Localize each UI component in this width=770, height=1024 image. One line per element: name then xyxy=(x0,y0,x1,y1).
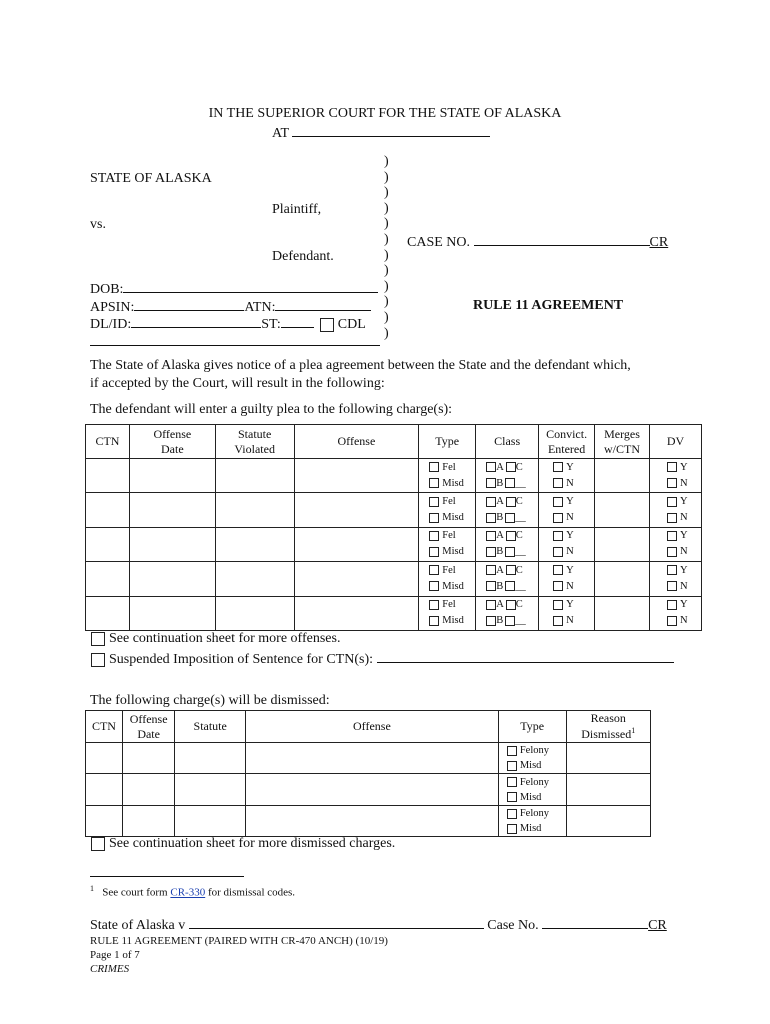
header-text: Reason xyxy=(590,711,626,725)
form-id: RULE 11 AGREEMENT (PAIRED WITH CR-470 ANCH) (10/19) xyxy=(90,935,388,947)
statute-cell[interactable] xyxy=(215,493,294,527)
misd-label: Misd xyxy=(442,512,464,524)
felony-checkbox[interactable] xyxy=(507,809,517,819)
class-a-checkbox[interactable] xyxy=(486,600,496,610)
fel-checkbox[interactable] xyxy=(429,462,439,472)
table-row xyxy=(86,459,702,493)
header-text: Offense xyxy=(153,426,192,441)
paren: ) xyxy=(384,294,389,310)
class-a-label: A xyxy=(496,461,504,473)
no-label: N xyxy=(679,477,688,489)
dlid-label: DL/ID: xyxy=(90,317,132,332)
yes-label: Y xyxy=(679,530,688,542)
paren: ) xyxy=(384,216,389,232)
class-a-label: A xyxy=(496,564,504,576)
offense-date-cell[interactable] xyxy=(129,596,215,630)
page-number: Page 1 of 7 xyxy=(90,949,140,961)
misd-checkbox[interactable] xyxy=(429,616,439,626)
offense-cell[interactable] xyxy=(246,774,499,805)
fel-checkbox[interactable] xyxy=(429,600,439,610)
sis-row xyxy=(91,650,674,668)
no-label: N xyxy=(679,512,688,524)
class-cell xyxy=(476,493,539,527)
table-row xyxy=(86,774,651,805)
dob-label: DOB: xyxy=(90,282,124,297)
paren: ) xyxy=(384,263,389,279)
yes-label: Y xyxy=(566,530,574,542)
offense-cell[interactable] xyxy=(294,527,419,561)
convict-cell xyxy=(539,493,595,527)
footnote-divider xyxy=(90,876,244,877)
offense-date-cell[interactable] xyxy=(122,805,174,836)
statute-cell[interactable] xyxy=(175,805,246,836)
col-dv: DV xyxy=(649,425,701,459)
class-b-checkbox[interactable] xyxy=(486,547,496,557)
no-label: N xyxy=(566,512,574,524)
class-b-checkbox[interactable] xyxy=(486,513,496,523)
court-location-field[interactable] xyxy=(292,124,490,137)
ctn-cell[interactable] xyxy=(86,459,130,493)
convict-cell xyxy=(539,459,595,493)
ctn-cell[interactable] xyxy=(86,805,123,836)
misd-checkbox[interactable] xyxy=(507,792,517,802)
paren: ) xyxy=(384,325,389,341)
table-row xyxy=(86,743,651,774)
class-c-checkbox[interactable] xyxy=(506,600,516,610)
table-row xyxy=(86,562,702,596)
dlid-field[interactable] xyxy=(131,315,261,328)
convict-cell xyxy=(539,596,595,630)
class-c-label: C xyxy=(515,564,523,576)
class-b-label: B xyxy=(496,615,504,627)
offense-cell[interactable] xyxy=(246,805,499,836)
type-cell xyxy=(498,743,566,774)
misd-label: Misd xyxy=(519,822,542,834)
type-cell xyxy=(498,774,566,805)
st-label: ST: xyxy=(261,317,281,332)
fel-label: Fel xyxy=(442,530,456,542)
type-cell xyxy=(498,805,566,836)
fel-checkbox[interactable] xyxy=(429,565,439,575)
dlid-row xyxy=(90,315,366,333)
caption-parens xyxy=(384,154,389,341)
class-c-checkbox[interactable] xyxy=(506,497,516,507)
offense-date-cell[interactable] xyxy=(129,527,215,561)
dismiss-charges-table xyxy=(85,710,651,837)
class-cell xyxy=(476,596,539,630)
yes-label: Y xyxy=(679,564,688,576)
class-a-label: A xyxy=(496,530,504,542)
dv-no-checkbox[interactable] xyxy=(667,547,677,557)
class-a-checkbox[interactable] xyxy=(486,565,496,575)
header-text: Merges xyxy=(604,426,640,441)
merges-cell[interactable] xyxy=(595,527,650,561)
plaintiff-name: STATE OF ALASKA xyxy=(90,171,212,186)
col-ctn: CTN xyxy=(86,711,123,743)
class-c-label: C xyxy=(515,599,523,611)
class-b-checkbox[interactable] xyxy=(486,581,496,591)
col-statute: Statute xyxy=(175,711,246,743)
col-offense-date xyxy=(122,711,174,743)
header-text: Offense xyxy=(129,711,168,726)
paren: ) xyxy=(384,278,389,294)
dv-yes-checkbox[interactable] xyxy=(667,462,677,472)
offense-cell[interactable] xyxy=(294,562,419,596)
yes-label: Y xyxy=(679,461,688,473)
dv-cell xyxy=(649,562,701,596)
dv-yes-checkbox[interactable] xyxy=(667,497,677,507)
offense-cell[interactable] xyxy=(294,493,419,527)
fel-label: Fel xyxy=(442,496,456,508)
cdl-checkbox[interactable] xyxy=(320,318,334,332)
yes-label: Y xyxy=(566,564,574,576)
statute-cell[interactable] xyxy=(215,562,294,596)
misd-checkbox[interactable] xyxy=(507,824,517,834)
col-offense-date xyxy=(129,425,215,459)
misd-label: Misd xyxy=(442,546,464,558)
col-offense: Offense xyxy=(294,425,419,459)
type-cell xyxy=(419,596,476,630)
class-b-label: B xyxy=(496,477,504,489)
fel-label: Fel xyxy=(442,599,456,611)
dv-cell xyxy=(649,527,701,561)
col-reason xyxy=(566,711,650,743)
document-title: RULE 11 AGREEMENT xyxy=(473,298,624,313)
paren: ) xyxy=(384,185,389,201)
footnote-text: for dismissal codes. xyxy=(207,886,296,899)
header-text: Violated xyxy=(234,441,275,456)
footer-cr: CR xyxy=(648,918,667,933)
footer-case-no-field[interactable] xyxy=(542,916,648,929)
dv-cell xyxy=(649,596,701,630)
paren: ) xyxy=(384,169,389,185)
merges-cell[interactable] xyxy=(595,596,650,630)
offense-cell[interactable] xyxy=(294,459,419,493)
continuation-offenses-label: See continuation sheet for more offenses. xyxy=(109,631,341,646)
dv-no-checkbox[interactable] xyxy=(667,616,677,626)
sis-checkbox[interactable] xyxy=(91,653,105,667)
merges-cell[interactable] xyxy=(595,562,650,596)
header-text: Date xyxy=(137,726,160,741)
class-other-checkbox[interactable] xyxy=(505,513,515,523)
misd-label: Misd xyxy=(519,791,542,803)
class-other-label: __ xyxy=(515,615,526,627)
ctn-cell[interactable] xyxy=(86,743,123,774)
plea-header-row xyxy=(86,425,702,459)
felony-label: Felony xyxy=(519,776,549,788)
statute-cell[interactable] xyxy=(215,596,294,630)
header-text: Dismissed xyxy=(581,727,632,741)
ctn-cell[interactable] xyxy=(86,493,130,527)
class-c-checkbox[interactable] xyxy=(506,462,516,472)
statute-cell[interactable] xyxy=(175,743,246,774)
yes-label: Y xyxy=(566,599,574,611)
footnote xyxy=(90,884,295,899)
convict-no-checkbox[interactable] xyxy=(553,547,563,557)
paren: ) xyxy=(384,154,389,169)
atn-field[interactable] xyxy=(275,298,371,311)
court-location-label: AT xyxy=(272,126,289,141)
dv-no-checkbox[interactable] xyxy=(667,478,677,488)
sis-ctn-field[interactable] xyxy=(377,650,674,663)
dv-yes-checkbox[interactable] xyxy=(667,531,677,541)
no-label: N xyxy=(679,580,688,592)
apsin-row xyxy=(90,298,371,316)
fel-checkbox[interactable] xyxy=(429,497,439,507)
type-cell xyxy=(419,459,476,493)
paren: ) xyxy=(384,200,389,216)
paren: ) xyxy=(384,231,389,247)
footer-state-v: State of Alaska v xyxy=(90,918,186,933)
misd-label: Misd xyxy=(442,580,464,592)
caption-bottom-line xyxy=(90,345,380,346)
class-c-label: C xyxy=(515,496,523,508)
continuation-dismissed xyxy=(91,836,395,852)
no-label: N xyxy=(679,615,688,627)
col-merges xyxy=(595,425,650,459)
sis-label: Suspended Imposition of Sentence for CTN(s): xyxy=(109,652,374,667)
col-type: Type xyxy=(498,711,566,743)
merges-cell[interactable] xyxy=(595,459,650,493)
dv-no-checkbox[interactable] xyxy=(667,513,677,523)
misd-checkbox[interactable] xyxy=(429,547,439,557)
statute-cell[interactable] xyxy=(215,527,294,561)
case-no-field[interactable] xyxy=(474,233,650,246)
col-offense: Offense xyxy=(246,711,499,743)
class-cell xyxy=(476,527,539,561)
defendant-label: Defendant. xyxy=(272,249,334,264)
convict-yes-checkbox[interactable] xyxy=(553,565,563,575)
col-convict xyxy=(539,425,595,459)
convict-yes-checkbox[interactable] xyxy=(553,531,563,541)
convict-cell xyxy=(539,527,595,561)
intro-line-2: if accepted by the Court, will result in the following: xyxy=(90,376,385,391)
felony-label: Felony xyxy=(519,745,549,757)
case-no-label: CASE NO. xyxy=(407,235,471,250)
fel-checkbox[interactable] xyxy=(429,531,439,541)
offense-date-cell[interactable] xyxy=(122,774,174,805)
col-statute xyxy=(215,425,294,459)
misd-checkbox[interactable] xyxy=(429,478,439,488)
offense-cell[interactable] xyxy=(246,743,499,774)
class-c-label: C xyxy=(515,530,523,542)
yes-label: Y xyxy=(679,496,688,508)
misd-label: Misd xyxy=(442,615,464,627)
reason-cell[interactable] xyxy=(566,805,650,836)
convict-yes-checkbox[interactable] xyxy=(553,497,563,507)
yes-label: Y xyxy=(679,599,688,611)
court-location xyxy=(272,124,490,142)
form-category: CRIMES xyxy=(90,963,130,975)
dismiss-header-row xyxy=(86,711,651,743)
convict-yes-checkbox[interactable] xyxy=(553,600,563,610)
no-label: N xyxy=(566,477,574,489)
dob-field[interactable] xyxy=(123,280,378,293)
merges-cell[interactable] xyxy=(595,493,650,527)
yes-label: Y xyxy=(566,496,574,508)
plaintiff-label: Plaintiff, xyxy=(272,202,322,217)
class-c-checkbox[interactable] xyxy=(506,565,516,575)
class-b-checkbox[interactable] xyxy=(486,616,496,626)
no-label: N xyxy=(679,546,688,558)
class-other-checkbox[interactable] xyxy=(505,547,515,557)
convict-yes-checkbox[interactable] xyxy=(553,462,563,472)
footnote-text: See court form xyxy=(102,886,168,899)
footnote-ref: 1 xyxy=(631,726,636,735)
no-label: N xyxy=(566,546,574,558)
type-cell xyxy=(419,562,476,596)
class-other-label: __ xyxy=(515,580,526,592)
vs-label: vs. xyxy=(90,217,106,232)
table-row xyxy=(86,805,651,836)
header-text: Date xyxy=(161,441,184,456)
case-number-row xyxy=(407,233,668,251)
class-other-checkbox[interactable] xyxy=(505,478,515,488)
ctn-cell[interactable] xyxy=(86,527,130,561)
fel-label: Fel xyxy=(442,461,456,473)
class-other-label: __ xyxy=(515,477,526,489)
class-cell xyxy=(476,459,539,493)
header-text: Statute xyxy=(237,426,272,441)
continuation-dismissed-label: See continuation sheet for more dismissed charges. xyxy=(109,836,396,851)
class-b-label: B xyxy=(496,580,504,592)
ctn-cell[interactable] xyxy=(86,562,130,596)
table-row xyxy=(86,493,702,527)
court-heading: IN THE SUPERIOR COURT FOR THE STATE OF ALASKA xyxy=(208,106,562,121)
reason-cell[interactable] xyxy=(566,774,650,805)
dv-cell xyxy=(649,459,701,493)
paren: ) xyxy=(384,309,389,325)
statute-cell[interactable] xyxy=(215,459,294,493)
yes-label: Y xyxy=(566,461,574,473)
class-other-checkbox[interactable] xyxy=(505,581,515,591)
dv-no-checkbox[interactable] xyxy=(667,581,677,591)
convict-no-checkbox[interactable] xyxy=(553,581,563,591)
dv-yes-checkbox[interactable] xyxy=(667,600,677,610)
class-other-label: __ xyxy=(515,512,526,524)
header-text: Convict. xyxy=(546,426,588,441)
table-row xyxy=(86,596,702,630)
offense-date-cell[interactable] xyxy=(122,743,174,774)
class-a-checkbox[interactable] xyxy=(486,531,496,541)
no-label: N xyxy=(566,580,574,592)
plea-charges-table xyxy=(85,424,702,631)
convict-no-checkbox[interactable] xyxy=(553,513,563,523)
cdl-label: CDL xyxy=(337,317,366,332)
offense-cell[interactable] xyxy=(294,596,419,630)
misd-checkbox[interactable] xyxy=(429,581,439,591)
ctn-cell[interactable] xyxy=(86,596,130,630)
st-field[interactable] xyxy=(281,315,314,328)
statute-cell[interactable] xyxy=(175,774,246,805)
class-a-label: A xyxy=(496,496,504,508)
class-other-checkbox[interactable] xyxy=(505,616,515,626)
offense-date-cell[interactable] xyxy=(129,562,215,596)
ctn-cell[interactable] xyxy=(86,774,123,805)
dv-yes-checkbox[interactable] xyxy=(667,565,677,575)
misd-label: Misd xyxy=(519,760,542,772)
convict-cell xyxy=(539,562,595,596)
no-label: N xyxy=(566,615,574,627)
case-suffix: CR xyxy=(649,235,669,250)
dismiss-heading: The following charge(s) will be dismissed: xyxy=(90,693,330,708)
col-class: Class xyxy=(476,425,539,459)
continuation-dismissed-checkbox[interactable] xyxy=(91,837,105,851)
misd-label: Misd xyxy=(442,477,464,489)
paren: ) xyxy=(384,247,389,263)
header-text: w/CTN xyxy=(604,441,641,456)
class-c-checkbox[interactable] xyxy=(506,531,516,541)
offense-date-cell[interactable] xyxy=(129,493,215,527)
footer-case-no: Case No. xyxy=(487,918,539,933)
dv-cell xyxy=(649,493,701,527)
class-c-label: C xyxy=(515,461,523,473)
col-type: Type xyxy=(419,425,476,459)
continuation-offenses-checkbox[interactable] xyxy=(91,632,105,646)
intro-line-1: The State of Alaska gives notice of a plea agreement between the State and the defendant which, xyxy=(90,358,631,373)
convict-no-checkbox[interactable] xyxy=(553,616,563,626)
class-a-checkbox[interactable] xyxy=(486,497,496,507)
class-cell xyxy=(476,562,539,596)
apsin-field[interactable] xyxy=(134,298,244,311)
class-b-label: B xyxy=(496,546,504,558)
type-cell xyxy=(419,493,476,527)
class-b-label: B xyxy=(496,512,504,524)
felony-label: Felony xyxy=(519,807,549,819)
continuation-offenses xyxy=(91,631,340,647)
footer-caption xyxy=(90,916,667,934)
col-ctn: CTN xyxy=(86,425,130,459)
misd-checkbox[interactable] xyxy=(507,761,517,771)
apsin-label: APSIN: xyxy=(90,300,135,315)
plea-heading: The defendant will enter a guilty plea to the following charge(s): xyxy=(90,402,453,417)
type-cell xyxy=(419,527,476,561)
fel-label: Fel xyxy=(442,564,456,576)
felony-checkbox[interactable] xyxy=(507,746,517,756)
class-a-label: A xyxy=(496,599,504,611)
cr330-link[interactable]: CR-330 xyxy=(170,886,206,899)
felony-checkbox[interactable] xyxy=(507,777,517,787)
header-text: Entered xyxy=(547,441,586,456)
class-other-label: __ xyxy=(515,546,526,558)
dob-row xyxy=(90,280,378,298)
reason-cell[interactable] xyxy=(566,743,650,774)
footnote-mark: 1 xyxy=(90,884,94,893)
table-row xyxy=(86,527,702,561)
class-a-checkbox[interactable] xyxy=(486,462,496,472)
atn-label: ATN: xyxy=(244,300,276,315)
misd-checkbox[interactable] xyxy=(429,513,439,523)
offense-date-cell[interactable] xyxy=(129,459,215,493)
convict-no-checkbox[interactable] xyxy=(553,478,563,488)
footer-defendant-field[interactable] xyxy=(189,916,484,929)
class-b-checkbox[interactable] xyxy=(486,478,496,488)
